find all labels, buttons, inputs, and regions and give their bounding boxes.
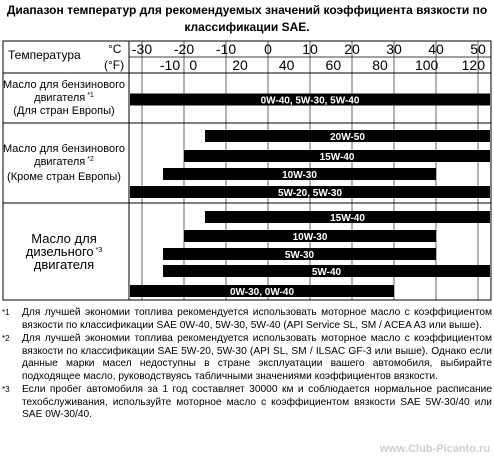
bar-grade-label: 5W-20, 5W-30 xyxy=(277,188,343,199)
footnote-text: Если пробег автомобиля за 1 год составляет 30000 км и соблюдается нормальное расписание техобслуживания, используйте моторное масло с коэффициентом вязкости SAE 5W-30/40 или SAE 0W-30/40. xyxy=(22,384,492,420)
tick-label-f: 120 xyxy=(461,57,486,73)
bar-grade-label: 20W-50 xyxy=(330,132,365,143)
footnote-mark: *1 xyxy=(2,308,10,317)
group-label-line: двигателя xyxy=(33,257,95,272)
bar-grade-label: 5W-40 xyxy=(311,267,342,278)
bar-grade-label: 5W-30 xyxy=(284,250,315,261)
footnote-text: Для лучшей экономии топлива рекомендуется использовать моторное масло с коэффициентом вязкости по классификации SAE 0W-40, 5W-30, 5W-40 (API Service SL, SM / ACEA A3 или выше). xyxy=(22,307,492,331)
tick-label-c: 50 xyxy=(470,41,486,57)
group-note-mark: *3 xyxy=(93,247,103,254)
group-label-line: (Для стран Европы) xyxy=(13,105,115,117)
group-label-line: двигателя $^{*2}$ xyxy=(34,156,94,168)
group-note-mark: *1 xyxy=(85,92,94,99)
group-note-mark: *2 xyxy=(85,156,94,163)
tick-label-c: -30 xyxy=(131,41,153,57)
bar-grade-label: 10W-30 xyxy=(282,170,317,181)
footnote-text: Для лучшей экономии топлива рекомендуется использовать моторное масло с коэффициентом вязкости по классификации SAE 5W-20, 5W-30 (API SL, SM / ILSAC GF-3 или выше). Однако если данные марки масел недоступны в стране эксплуатации вашего автомобиля, выбирайте подходящее масло, руководствуясь табличными значениями коэффициентов вязкости. xyxy=(22,333,492,382)
tick-label-f: 40 xyxy=(278,57,295,73)
tick-label-c: 20 xyxy=(344,41,360,57)
tick-label-c: 40 xyxy=(428,41,444,57)
footnotes xyxy=(2,307,492,422)
tick-label-c: -10 xyxy=(215,41,237,57)
tick-label-f: 0 xyxy=(189,57,198,73)
unit-fahrenheit: (°F) xyxy=(104,58,125,72)
bar-grade-label: 15W-40 xyxy=(319,152,355,163)
tick-label-f: 80 xyxy=(372,57,388,73)
bar-grade-label: 10W-30 xyxy=(292,232,328,243)
group-label-line: дизельного $^{*3}$ xyxy=(25,244,103,259)
group-label-line: Масло для бензинового xyxy=(3,79,125,91)
bar-grade-label: 0W-40, 5W-30, 5W-40 xyxy=(260,95,360,107)
group-label-line: (Кроме стран Европы) xyxy=(7,171,121,183)
bar-grade-label: 15W-40 xyxy=(330,213,365,224)
tick-label-c: 30 xyxy=(386,41,402,57)
unit-celsius: °C xyxy=(108,42,122,56)
group-label-line: Масло для бензинового xyxy=(3,143,125,155)
group-label-line: Масло для xyxy=(31,231,97,246)
temperature-label: Температура xyxy=(8,48,81,62)
tick-label-c: 0 xyxy=(264,41,272,57)
watermark: www.Club-Picanto.ru xyxy=(379,443,490,455)
tick-label-c: 10 xyxy=(302,41,318,57)
footnote-2 xyxy=(2,333,492,383)
tick-label-f: 100 xyxy=(414,57,439,73)
tick-label-f: -10 xyxy=(159,57,181,73)
footnote-3 xyxy=(2,384,492,422)
footnote-1 xyxy=(2,307,492,332)
tick-label-c: -20 xyxy=(173,41,195,57)
bar-grade-label: 0W-30, 0W-40 xyxy=(229,287,295,298)
tick-label-f: 60 xyxy=(325,57,342,73)
footnote-mark: *2 xyxy=(2,334,10,343)
page-title: Диапазон температур для рекомендуемых значений коэффициента вязкости по классификации SAE. xyxy=(6,3,488,34)
tick-label-f: 20 xyxy=(232,57,248,73)
group-label-line: двигателя $^{*1}$ xyxy=(34,92,94,104)
footnote-mark: *3 xyxy=(2,385,10,394)
